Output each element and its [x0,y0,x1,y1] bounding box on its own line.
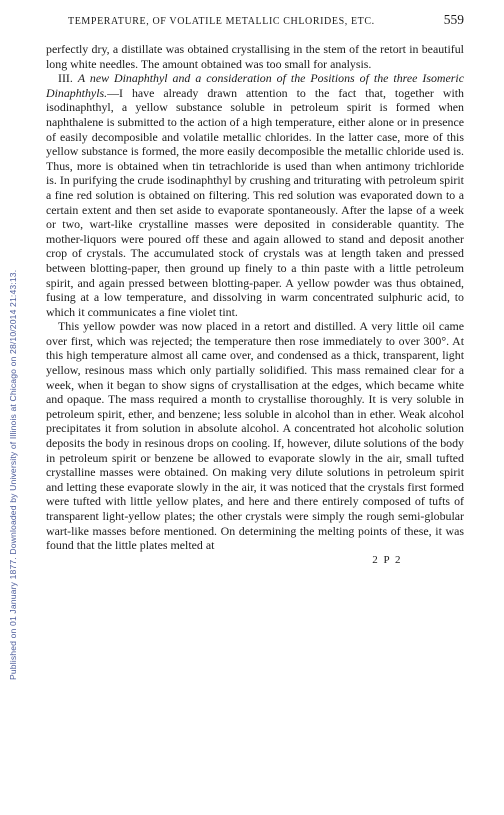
paragraph-1: perfectly dry, a distillate was obtained crystallising in the stem of the retort in beautiful long white needles. The amount obtained was too small for analysis. [46,42,464,71]
page-number: 559 [443,12,464,27]
signature-mark: 2 P 2 [372,553,402,566]
paragraph-3: This yellow powder was now placed in a retort and distilled. A very little oil came over first, which was rejected; the temperature then rose immediately to over 300°. At this high temperature almost all came over, and condensed as a thick, transparent, light yellow, resinous mass which only partially solidified. This mass remained clear for a week, when it began to show signs of crystallisation at the edges, which became white and opaque. The mass required a month to crystallise thoroughly. It is very soluble in petroleum spirit, ether, and benzene; less soluble in alcohol than in ether. Weak alcohol precipitates it from solution in absolute alcohol. A concentrated hot alcoholic solution deposits the body in resinous drops on cooling. If, however, dilute solutions of the body in petroleum spirit or benzene be allowed to evaporate slowly in the air, small tufted crystalline masses were obtained. On making very dilute solutions in petroleum spirit and letting these evaporate slowly in the air, it was noticed that the crystals first formed were tufted with little yellow plates, and here and there entirely composed of tufts of transparent light-yellow plates; the other crystals were simply the rough semi-globular wart-like masses before mentioned. On determining the melting points of these, it was found that the little plates melted at [46,319,464,553]
section-title: A new Dinaphthyl and a consideration of the Positions of the three Isomeric Dinaphthyls. [46,71,464,100]
paragraph-2-text: —I have already drawn attention to the fact that, together with isodinaphthyl, a yellow substance soluble in petroleum spirit is formed when naphthalene is submitted to the action of a high temperature, either alone or in presence of easily decomposible and volatile metallic chlorides. In the latter case, more of this yellow substance is formed, the more easily decomposible the metallic chloride used is. Thus, more is obtained when tin tetrachloride is used than when antimony trichloride is. In purifying the crude isodinaphthyl by crushing and triturating with petroleum spirit a fine red solution is obtained on filtering. This red solution was evaporated down to a certain extent and then set aside to evaporate spontaneously. After the lapse of a week or two, wart-like crystalline masses were deposited in considerable quantity. The mother-liquors were poured off these and again allowed to stand and deposit another crop of crystals. The accumulated stock of crystals was at length taken and pressed between blotting-paper, then ground up finely to a thin paste with a little petroleum spirit, and again pressed between blotting-paper. A yellow powder was thus obtained, fusing at a low temperature, and dissolving in warm concentrated sulphuric acid, to which it communicates a fine violet tint. [46,85,464,319]
section-number: III. [58,71,73,86]
download-notice [6,80,20,680]
article-body [46,42,464,553]
page-header [46,12,464,42]
page [46,12,464,566]
paragraph-2 [46,71,464,319]
running-head: TEMPERATURE, OF VOLATILE METALLIC CHLORIDES, ETC. [68,16,375,27]
download-notice-text: Published on 01 January 1877. Downloaded by University of Illinois at Chicago on 28/10/2014 21:43:13. [8,269,18,680]
